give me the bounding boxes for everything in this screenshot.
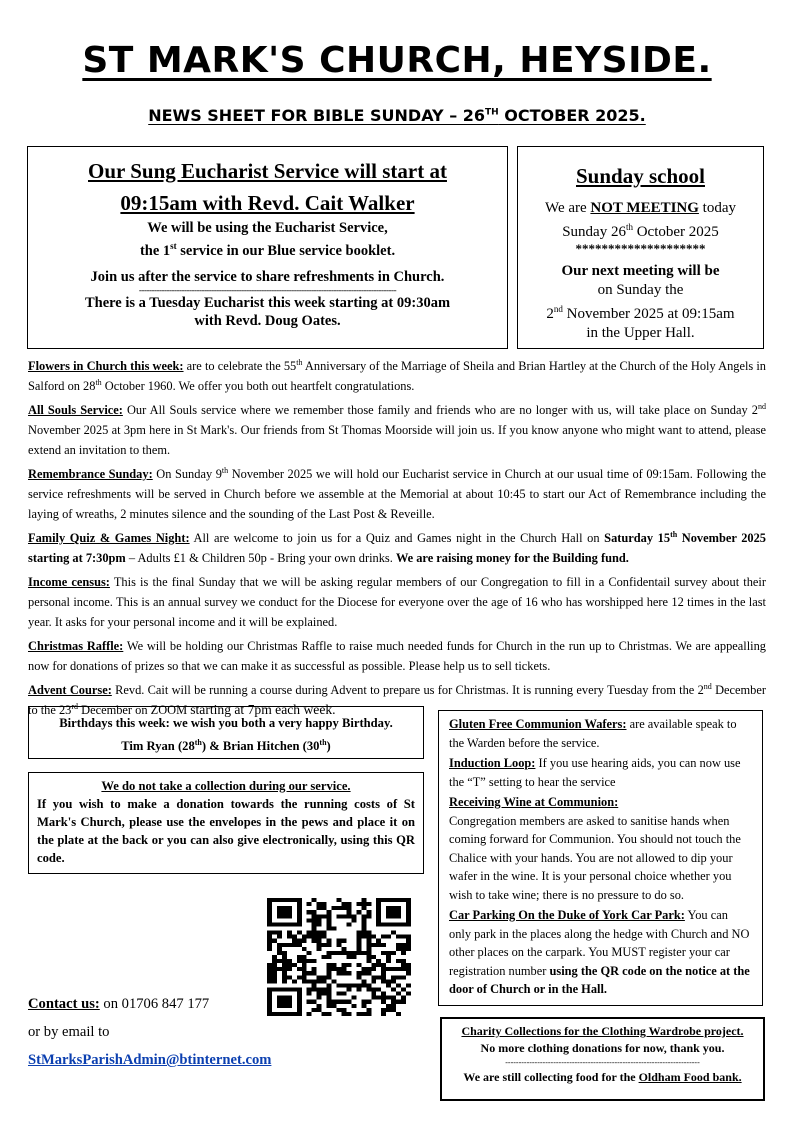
info-loop-label: Induction Loop: <box>449 756 536 770</box>
collection-box <box>28 772 424 874</box>
contact-phone-line <box>28 990 271 1018</box>
notice-remembrance <box>28 464 766 524</box>
subtitle-text: NEWS SHEET FOR BIBLE SUNDAY – 26 <box>148 106 486 125</box>
sunday-school-stars: ******************** <box>575 241 706 256</box>
eucharist-box <box>27 146 508 349</box>
info-wine-text: Congregation members are asked to sanitise hands when coming forward for Communion. You should not touch the Chalice with your hands. You are not allowed to dip your wafer in the wine. It is your personal choice whether you wish to take wine; there is no pressure to do so. <box>449 813 741 902</box>
ss-l2-sup: th <box>625 222 633 232</box>
info-gluten-text: are available speak to the Warden before the service. <box>449 717 737 750</box>
notice-census-label: Income census: <box>28 575 110 589</box>
ss-l2-b: October 2025 <box>632 224 719 240</box>
info-gluten-label: Gluten Free Communion Wafers: <box>449 717 627 731</box>
contact-section <box>28 990 271 1074</box>
page-subtitle <box>0 106 794 125</box>
charity-box <box>440 1017 765 1101</box>
notice-flowers-label: Flowers in Church this week: <box>28 359 184 373</box>
nad-t1: Revd. Cait will be running a course during Advent to prepare us for Christmas. It is running every Tuesday from the 2 <box>111 683 704 697</box>
nr-s1: th <box>221 465 229 475</box>
notice-raffle <box>28 636 766 676</box>
eucharist-heading-2: 09:15am with Revd. Cait Walker <box>120 191 415 215</box>
collection-heading: We do not take a collection during our service. <box>101 779 351 793</box>
nad-s1: nd <box>703 681 712 691</box>
sunday-school-line-6: in the Upper Hall. <box>586 325 695 341</box>
nf-s2: th <box>95 377 102 387</box>
sunday-school-heading: Sunday school <box>576 164 705 188</box>
contact-email-link[interactable]: StMarksParishAdmin@btinternet.com <box>28 1052 272 1068</box>
nad-t3: December on ZOOM <box>78 703 191 717</box>
sunday-school-line-4: on Sunday the <box>597 282 684 298</box>
bd-s1: th <box>194 738 202 747</box>
notice-quiz <box>28 528 766 568</box>
notice-all-souls <box>28 400 766 460</box>
sunday-school-box <box>517 146 764 349</box>
nf-s1: th <box>296 357 303 367</box>
nra-t1: We will be holding our Christmas Raffle to raise much needed funds for Church in the run up to Christmas. We are appealling now for donations of prizes so that we can make it as successful as possible. Please help us to sell tickets. <box>28 639 766 673</box>
sunday-school-line-3: Our next meeting will be <box>561 263 720 279</box>
eucharist-line-2-b: service in our Blue service booklet. <box>176 242 396 259</box>
eucharist-line-4: There is a Tuesday Eucharist this week starting at 09:30am <box>84 294 451 311</box>
nf-t1: are to celebrate the 55 <box>183 359 297 373</box>
sunday-school-line-2 <box>524 218 757 242</box>
charity-divider: ------------------------------------------------------------------------- <box>505 1058 700 1067</box>
eucharist-heading-1: Our Sung Eucharist Service will start at <box>88 159 447 183</box>
info-gluten <box>449 715 752 752</box>
ss-l1-b: today <box>698 200 736 216</box>
nad-t2: December to the 23 <box>28 683 766 717</box>
eucharist-line-3: Join us after the service to share refreshments in Church. <box>90 268 445 285</box>
sunday-school-line-5 <box>524 300 757 324</box>
ss-l1-bold: NOT MEETING <box>590 200 699 216</box>
info-loop <box>449 754 752 791</box>
notice-flowers <box>28 356 766 396</box>
bd-s2: th <box>319 738 327 747</box>
nc-t1: This is the final Sunday that we will be asking regular members of our Congregation to fill in a Confidentail survey about their personal income. This is an annual survey we conduct for the Diocese for everyone over the age of 16 who has worshipped here 12 times in the last year. It asks for your personal income and it will be explained. <box>28 575 766 629</box>
charity-line-3-a: We are still collecting food for the <box>463 1070 639 1084</box>
eucharist-line-2-a: the 1 <box>139 242 171 259</box>
nf-t3: October 1960. We offer you both out heartfelt congratulations. <box>101 379 415 393</box>
nr-t2: November 2025 we will hold our Eucharist service in Church at our usual time of 09:15am. Following the service refreshments will be served in Church before we assemble at the Memorial at about 10:45 to start our Act of Remembrance including the laying of wreaths, 2 minutes silence and the sounding of the Last Post & Reveille. <box>28 467 766 521</box>
info-box <box>438 710 763 1006</box>
ss-l5-b: November 2025 at 09:15am <box>562 306 735 322</box>
ss-l5-sup: nd <box>553 304 563 314</box>
nas-s1: nd <box>757 401 766 411</box>
notices-section <box>28 356 766 724</box>
notice-raffle-label: Christmas Raffle: <box>28 639 124 653</box>
charity-line-2: No more clothing donations for now, thank you. <box>480 1041 725 1055</box>
nas-t1: Our All Souls service where we remember those family and friends who are no longer with us, will take place on Sunday 2 <box>122 403 758 417</box>
nf-t2: Anniversary of the Marriage of Sheila and Brian Hartley at the Church of the Holy Angels in Salford on 28 <box>28 359 767 393</box>
info-parking-label: Car Parking On the Duke of York Car Park: <box>449 908 685 922</box>
info-parking-bold: using the QR code on the notice at the door of Church or in the Hall. <box>449 963 750 996</box>
eucharist-line-2 <box>38 237 497 260</box>
eucharist-divider: ------------------------------------------------------------------------------------------------------- <box>138 285 397 294</box>
sunday-school-line-1 <box>524 199 757 218</box>
birthdays-line-1: Birthdays this week: we wish you both a very happy Birthday. <box>59 716 393 730</box>
bd-n3: ) <box>326 739 331 754</box>
birthdays-names <box>35 733 417 756</box>
contact-email-intro: or by email to <box>28 1024 110 1040</box>
nq-b2: We are raising money for the Building fund. <box>395 551 629 565</box>
contact-phone: on 01706 847 177 <box>99 996 210 1012</box>
charity-line-3-link: Oldham Food bank. <box>638 1070 742 1084</box>
ss-l1-a: We are <box>544 200 591 216</box>
notice-census <box>28 572 766 632</box>
ss-l5-a: 2 <box>546 306 554 322</box>
info-parking <box>449 906 752 999</box>
bd-n2: ) & Brian Hitchen (30 <box>201 739 320 754</box>
subtitle-sup: TH <box>485 107 499 118</box>
donation-qr-code[interactable] <box>267 898 411 1016</box>
eucharist-line-2-sup: st <box>170 241 177 251</box>
ss-l2-a: Sunday 26 <box>562 224 626 240</box>
nad-s2: rd <box>71 701 79 711</box>
collection-body: If you wish to make a donation towards the running costs of St Mark's Church, please use the envelopes in the pews and place it on the plate at the back or you can also give electronically, using this QR code. <box>37 797 415 865</box>
nq-t2: – Adults £1 & Children 50p - Bring your own drinks. <box>125 551 396 565</box>
info-parking-text: You can only park in the places along the hedge with Church and NO other places on the carpark. You MUST register your car registration number <box>449 908 750 978</box>
subtitle-date: OCTOBER 2025. <box>498 106 646 125</box>
eucharist-line-5: with Revd. Doug Oates. <box>194 312 341 329</box>
eucharist-line-1: We will be using the Eucharist Service, <box>147 220 388 236</box>
charity-line-3 <box>448 1069 757 1086</box>
nq-b1-a: Saturday 15 <box>604 531 671 545</box>
nq-t1: All are welcome to join us for a Quiz and Games night in the Church Hall on <box>189 531 605 545</box>
charity-line-1: Charity Collections for the Clothing Wardrobe project. <box>461 1024 744 1038</box>
notice-advent-label: Advent Course: <box>28 683 112 697</box>
notice-quiz-label: Family Quiz & Games Night: <box>28 531 190 545</box>
info-loop-text: If you use hearing aids, you can now use the “T” setting to hear the service <box>449 756 741 789</box>
info-wine-label: Receiving Wine at Communion: <box>449 795 619 809</box>
contact-label: Contact us: <box>28 996 100 1012</box>
nad-t4: starting at 7pm each week. <box>190 702 336 717</box>
nr-t1: On Sunday 9 <box>152 467 222 481</box>
nas-t2: November 2025 at 3pm here in St Mark's. Our friends from St Thomas Moorside will join us. If you know anyone who might want to attend, please extend an invitation to them. <box>28 423 766 457</box>
notice-all-souls-label: All Souls Service: <box>28 403 123 417</box>
notice-remembrance-label: Remembrance Sunday: <box>28 467 153 481</box>
bd-n1: Tim Ryan (28 <box>121 739 195 754</box>
page-title: ST MARK'S CHURCH, HEYSIDE. <box>82 40 712 81</box>
nq-b1-sup: th <box>670 529 678 539</box>
nq-b1-b: November 2025 starting at 7:30pm <box>28 531 767 565</box>
birthdays-box <box>28 706 424 759</box>
